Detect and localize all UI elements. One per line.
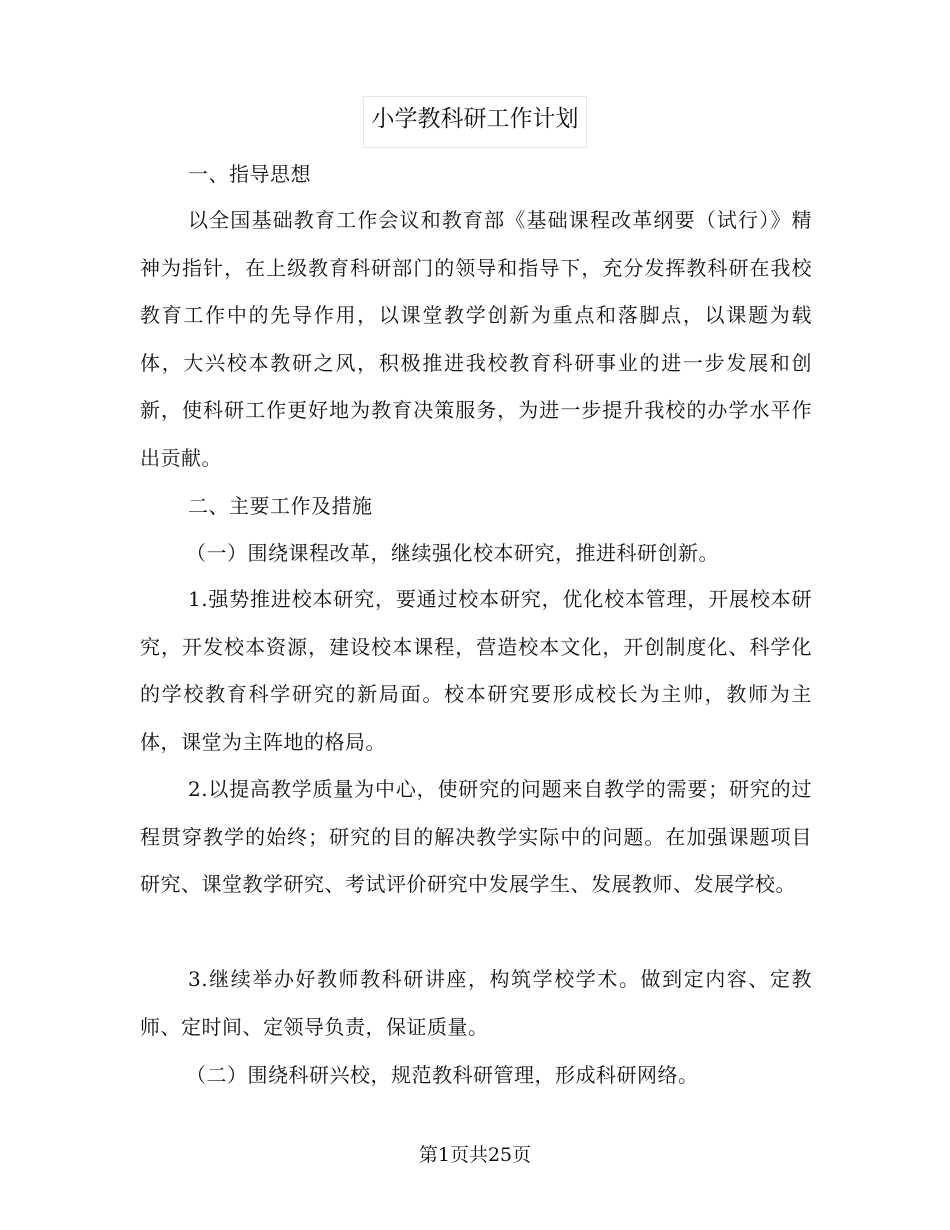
sub-heading-research-management: （二）围绕科研兴校，规范教科研管理，形成科研网络。 (186, 1063, 699, 1087)
section-heading-guiding-thought: 一、指导思想 (188, 162, 311, 186)
sub-heading-curriculum-reform: （一）围绕课程改革，继续强化校本研究，推进科研创新。 (186, 541, 719, 565)
list-item-3: 3.继续举办好教师教科研讲座，构筑学校学术。做到定内容、定教师、定时间、定领导负责，保证质量。 (140, 967, 812, 1039)
section-heading-main-work: 二、主要工作及措施 (188, 494, 373, 518)
page-number: 第1页共25页 (418, 1144, 532, 1166)
list-item-2: 2.以提高教学质量为中心，使研究的问题来自教学的需要；研究的过程贯穿教学的始终；研究的目的解决教学实际中的问题。在加强课题项目研究、课堂教学研究、考试评价研究中发展学生、发展教师、发展学校。 (140, 777, 812, 896)
paragraph-guiding-thought: 以全国基础教育工作会议和教育部《基础课程改革纲要（试行）》精神为指针，在上级教育科研部门的领导和指导下，充分发挥教科研在我校教育工作中的先导作用，以课堂教学创新为重点和落脚点，以课题为载体，大兴校本教研之风，积极推进我校教育科研事业的进一步发展和创新，使科研工作更好地为教育决策服务，为进一步提升我校的办学水平作出贡献。 (140, 208, 812, 470)
page-title: 小学教科研工作计划 (371, 106, 579, 132)
list-item-1: 1.强势推进校本研究，要通过校本研究，优化校本管理，开展校本研究，开发校本资源，建设校本课程，营造校本文化，开创制度化、科学化的学校教育科学研究的新局面。校本研究要形成校长为主帅，教师为主体，课堂为主阵地的格局。 (140, 587, 812, 754)
